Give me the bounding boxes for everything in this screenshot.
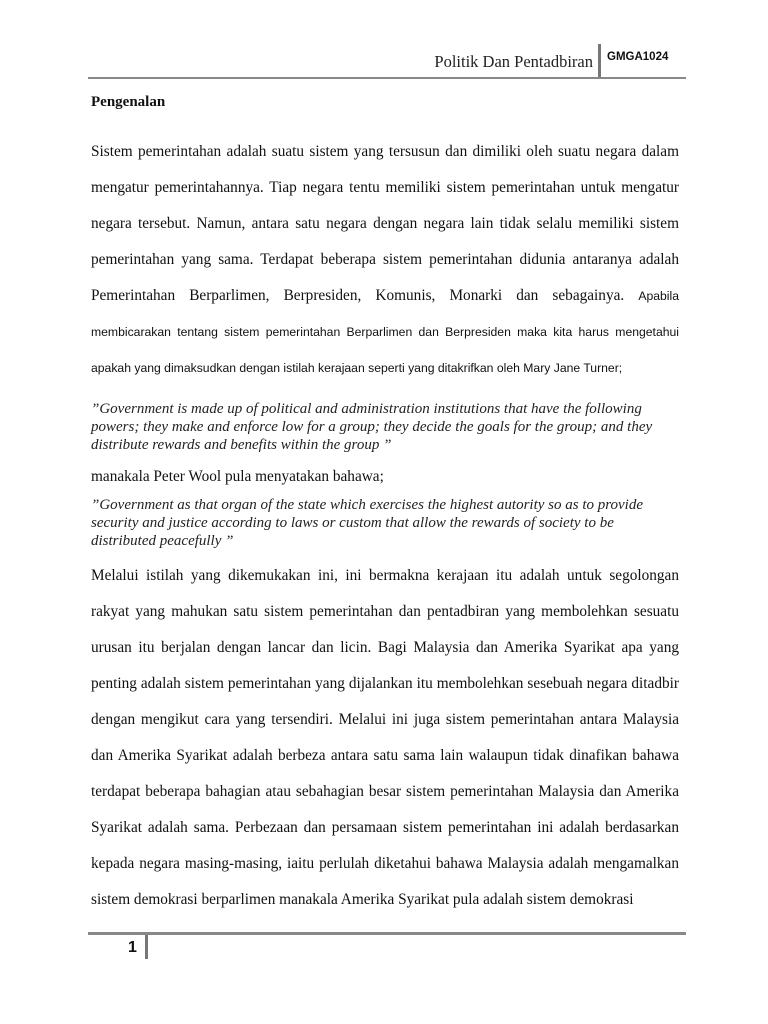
course-code: GMGA1024 (607, 51, 669, 63)
quote-wool: ”Government as that organ of the state which exercises the highest autority so as to provide security and justice according to laws or custom that allow the rewards of society to be distributed peacefully ” (91, 497, 644, 549)
header-rule (88, 77, 686, 79)
body-paragraph: Melalui istilah yang dikemukakan ini, ini bermakna kerajaan itu adalah untuk segolongan rakyat yang mahukan satu sistem pemerintahan dan pentadbiran yang membolehkan sesuatu urusan itu berjalan dengan lancar dan licin. Bagi Malaysia dan Amerika Syarikat apa yang penting adalah sistem pemerintahan yang dijalankan itu membolehkan sesebuah negara ditadbir dengan mengikut cara yang tersendiri. Melalui ini juga sistem pemerintahan antara Malaysia dan Amerika Syarikat adalah berbeza antara satu sama lain walaupun tidak dinafikan bahawa terdapat beberapa bahagian atau sebahagian besar sistem pemerintahan Malaysia dan Amerika Syarikat adalah sama. Perbezaan dan persamaan sistem pemerintahan ini adalah berdasarkan kepada negara masing-masing, iaitu perlulah diketahui bahawa Malaysia adalah mengamalkan sistem demokrasi berparlimen manakala Amerika Syarikat pula adalah sistem demokrasi (91, 567, 679, 908)
footer-divider (145, 935, 148, 959)
peter-wool-line: manakala Peter Wool pula menyatakan bahawa; (91, 468, 384, 485)
intro-text: Sistem pemerintahan adalah suatu sistem yang tersusun dan dimiliki oleh suatu negara dalam mengatur pemerintahannya. Tiap negara tentu memiliki sistem pemerintahan untuk mengatur negara tersebut. Namun, antara satu negara dengan negara lain tidak selalu memiliki sistem pemerintahan yang sama. Terdapat beberapa sistem pemerintahan didunia antaranya adalah Pemerintahan Berparlimen, Berpresiden, Komunis, Monarki dan sebagainya. (91, 143, 679, 304)
section-heading: Pengenalan (91, 94, 166, 110)
intro-paragraph (91, 134, 679, 386)
quote-turner: ”Government is made up of political and administration institutions that have the following powers; they make and enforce low for a group; they decide the goals for the group; and they distribute rewards and benefits within the group ” (91, 401, 653, 453)
footer-rule (88, 932, 686, 935)
intro-text-sans: Apabila membicarakan tentang sistem pemerintahan Berparlimen dan Berpresiden maka kita harus mengetahui apakah yang dimaksudkan dengan istilah kerajaan seperti yang ditakrifkan oleh Mary Jane Turner; (91, 289, 679, 375)
document-body (91, 94, 679, 918)
header-divider (598, 44, 601, 78)
header-title: Politik Dan Pentadbiran (434, 52, 593, 71)
page-number: 1 (128, 939, 137, 956)
